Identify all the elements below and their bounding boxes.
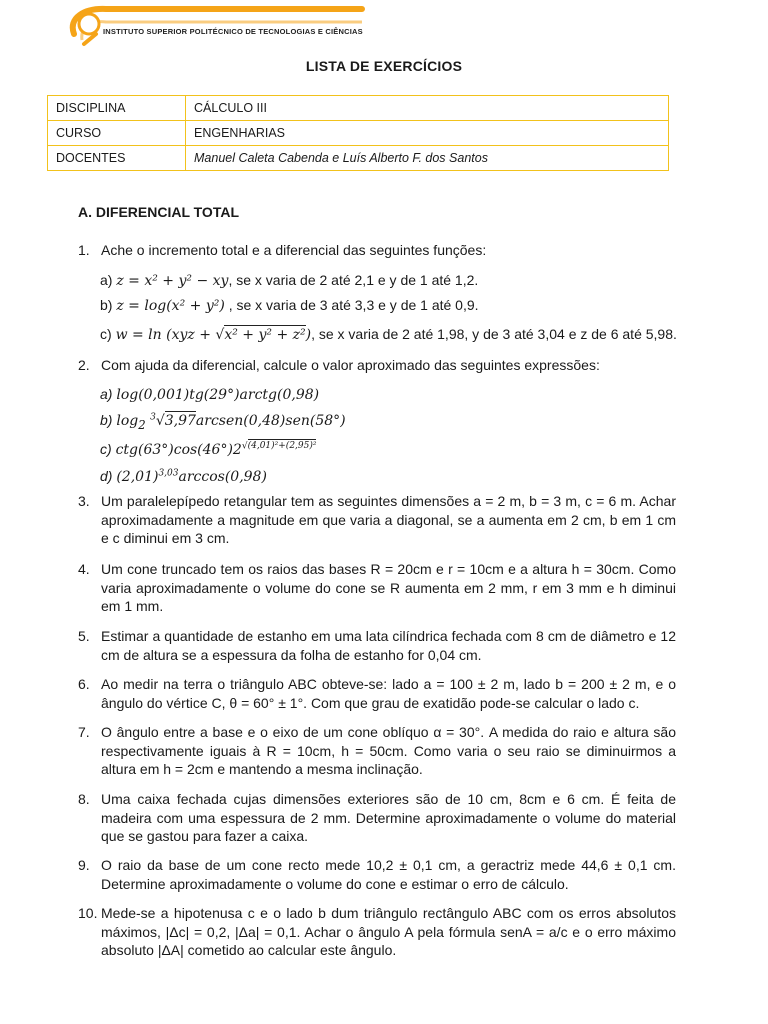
formula-part: arccos(0,98) xyxy=(178,469,267,485)
exponent: 3,03 xyxy=(158,468,179,479)
exercise-number: 9. xyxy=(78,857,90,873)
item-label: a) xyxy=(100,386,113,402)
formula: $ctg(63^\circ)\cos(46^\circ)2^{√(4,01)^2+(2,95)^2}$ xyxy=(115,441,317,458)
item-label: c) xyxy=(100,326,112,342)
exercise-text: Um cone truncado tem os raios das bases R = 20cm e r = 10cm e a altura h = 30cm. Como varia aproximadamente o volume do cone se R aumenta em 2 mm, r em 3 mm e h diminui em 1 mm. xyxy=(101,561,676,614)
formula-part: ) xyxy=(305,327,312,343)
exercise-number: 1. xyxy=(78,242,90,258)
exercise-text: O raio da base de um cone recto mede 10,2 ± 0,1 cm, a geractriz mede 44,6 ± 0,1 cm. Determine aproximadamente o volume do cone e estimar o erro de cálculo. xyxy=(101,857,676,892)
section-heading: A. DIFERENCIAL TOTAL xyxy=(78,204,239,220)
exercise-1c xyxy=(100,326,677,343)
exercise-text: Uma caixa fechada cujas dimensões exteriores são de 10 cm, 8cm e 6 cm. É feita de madeira com uma espessura de 2 mm. Determine aproximadamente o volume do material que se gastou para fazer a caixa. xyxy=(101,791,676,844)
item-label: a) xyxy=(100,272,113,288)
exercise-text: Mede-se a hipotenusa c e o lado b dum triângulo rectângulo ABC com os erros absolutos máximos, |Δc| = 0,2, |Δa| = 0,1. Achar o ângulo A pela fórmula senA = a/c e o erro máximo absoluto |ΔA| cometido ao calcular este ângulo. xyxy=(101,905,676,958)
info-key: DOCENTES xyxy=(48,146,186,171)
root-index: 3 xyxy=(150,412,156,423)
info-key: CURSO xyxy=(48,121,186,146)
formula-part: ctg(63°)cos(46°)2 xyxy=(115,442,242,458)
exercise-2d xyxy=(100,468,267,485)
formula: z = x² + y² − xy xyxy=(116,273,229,289)
table-row xyxy=(48,146,669,171)
table-row xyxy=(48,121,669,146)
formula xyxy=(116,469,267,485)
item-label: d) xyxy=(100,468,113,484)
page-title: LISTA DE EXERCÍCIOS xyxy=(305,58,463,74)
formula: w = ln (xyz + √x² + y² + z²) xyxy=(115,327,312,343)
exercise-2c xyxy=(100,441,316,458)
exercise-number: 6. xyxy=(78,676,90,692)
exercise-text: Com ajuda da diferencial, calcule o valor aproximado das seguintes expressões: xyxy=(101,357,600,373)
exercise-text: Ache o incremento total e a diferencial das seguintes funções: xyxy=(101,242,487,258)
exponent-radicand: (4,01)²+(2,95)² xyxy=(247,441,317,452)
radicand: 3,97 xyxy=(164,413,196,429)
item-label: b) xyxy=(100,297,113,313)
item-label: c) xyxy=(100,441,112,457)
formula-part: arcsen(0,48)sen(58°) xyxy=(195,413,346,429)
info-value: ENGENHARIAS xyxy=(186,121,669,146)
exercise-2b xyxy=(100,412,346,432)
exercise-1b xyxy=(100,297,479,314)
formula: $\log_2$ $^3$√3,97arcsen(0,48)sen(58°) xyxy=(116,412,346,432)
formula: z = log(x² + y²) xyxy=(116,298,225,314)
exercise-text: Um paralelepípedo retangular tem as seguintes dimensões a = 2 m, b = 3 m, c = 6 m. Achar aproximadamente a magnitude em que varia a diagonal, se a aumenta em 2 cm, b em 1 cm e c diminui em 3 cm. xyxy=(101,493,676,546)
exercise-text: Ao medir na terra o triângulo ABC obteve-se: lado a = 100 ± 2 m, lado b = 200 ± 2 m, e o ângulo do vértice C, θ = 60° ± 1°. Com que grau de exatidão pode-se calcular o lado c. xyxy=(101,676,676,711)
formula-part: (2,01) xyxy=(116,469,159,485)
exercise-text: Estimar a quantidade de estanho em uma lata cilíndrica fechada com 8 cm de diâmetro e 12 cm de altura se a espessura da folha de estanho for 0,04 cm. xyxy=(101,628,676,663)
exercise-text: O ângulo entre a base e o eixo de um cone oblíquo α = 30°. A medida do raio e altura são respectivamente iguais à R = 10cm, h = 50cm. Como varia o seu raio se diminuirmos a altura em h = 2cm e mantendo a mesma inclinação. xyxy=(101,724,676,777)
formula-part: log xyxy=(116,413,139,429)
institution-name: INSTITUTO SUPERIOR POLITÉCNICO DE TECNOLOGIAS E CIÊNCIAS xyxy=(103,27,363,36)
info-key: DISCIPLINA xyxy=(48,96,186,121)
exercise-number: 5. xyxy=(78,628,90,644)
exercise-2a xyxy=(100,386,319,403)
exercise-number: 8. xyxy=(78,791,90,807)
exercise-number: 7. xyxy=(78,724,90,740)
exercise-number: 4. xyxy=(78,561,90,577)
formula-part: w = ln (xyz + xyxy=(115,327,216,343)
exercise-number: 2. xyxy=(78,357,90,373)
course-info-table xyxy=(47,95,669,171)
exercise-number: 3. xyxy=(78,493,90,509)
table-row xyxy=(48,96,669,121)
exercise-1a xyxy=(100,272,478,289)
radicand: x² + y² + z² xyxy=(224,327,306,343)
log-base: 2 xyxy=(138,417,146,432)
item-text: , se x varia de 2 até 1,98, y de 3 até 3,04 e z de 6 até 5,98. xyxy=(311,326,677,342)
exercise-number: 10. xyxy=(78,905,98,921)
item-text: , se x varia de 3 até 3,3 e y de 1 até 0,9. xyxy=(224,297,479,313)
item-label: b) xyxy=(100,412,113,428)
info-value: Manuel Caleta Cabenda e Luís Alberto F. dos Santos xyxy=(186,146,669,171)
formula: log(0,001)tg(29°)arctg(0,98) xyxy=(116,387,320,403)
item-text: , se x varia de 2 até 2,1 e y de 1 até 1,2. xyxy=(228,272,479,288)
info-value: CÁLCULO III xyxy=(186,96,669,121)
